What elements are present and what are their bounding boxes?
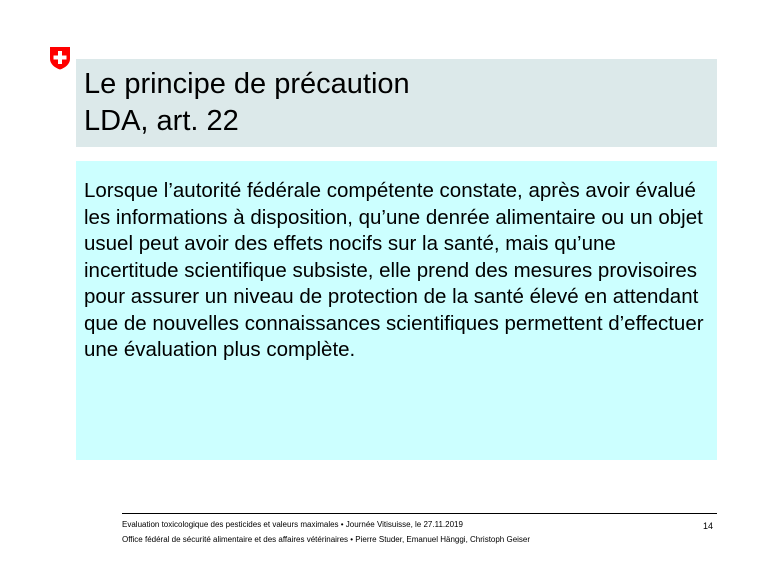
slide-title: Le principe de précaution: [84, 68, 410, 100]
footer-line-1: Evaluation toxicologique des pesticides et valeurs maximales • Journée Vitisuisse, le 27.11.2019: [122, 520, 463, 529]
slide-subtitle: LDA, art. 22: [84, 105, 239, 137]
content-box: [76, 161, 717, 460]
swiss-cross-shield-icon: [49, 46, 71, 70]
title-banner: [76, 59, 717, 147]
footer-line-2: Office fédéral de sécurité alimentaire et des affaires vétérinaires • Pierre Studer, Emanuel Hänggi, Christoph Geiser: [122, 535, 531, 544]
footer-divider: [122, 513, 717, 514]
body-paragraph: Lorsque l’autorité fédérale compétente constate, après avoir évalué les informations à disposition, qu’une denrée alimentaire ou un objet usuel peut avoir des effets nocifs sur la santé, mais qu’une incertitude scientifique subsiste, elle prend des mesures provisoires pour assurer un niveau de protection de la santé élevé en attendant que de nouvelles connaissances scientifiques permettent d’effectuer une évaluation plus complète.: [84, 179, 704, 361]
page-number: 14: [703, 521, 714, 531]
